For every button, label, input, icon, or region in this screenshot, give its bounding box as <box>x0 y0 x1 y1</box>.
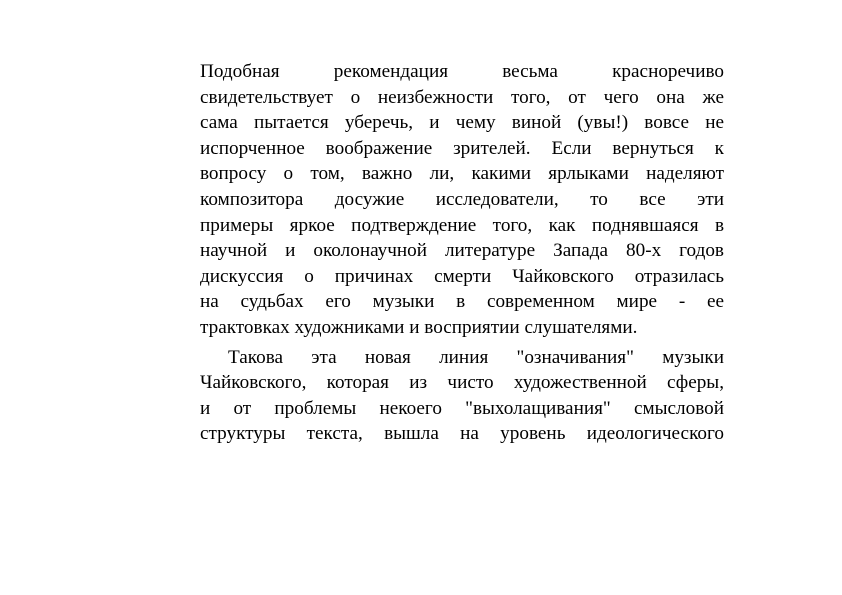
text-line: дискуссия о причинах смерти Чайковского отразилась <box>200 265 724 287</box>
text-line: испорченное воображение зрителей. Если вернуться к <box>200 137 724 159</box>
text-line: трактовках художниками и восприятии слушателями. <box>200 316 638 338</box>
text-line: свидетельствует о неизбежности того, от чего она же <box>200 86 724 108</box>
body-text <box>200 59 724 447</box>
text-line: сама пытается уберечь, и чему виной (увы!) вовсе не <box>200 112 724 134</box>
text-line: и от проблемы некоего "выхолащивания" смысловой <box>200 397 724 419</box>
text-line: на судьбах его музыки в современном мире - ее <box>200 291 724 313</box>
paragraph-1 <box>200 59 724 341</box>
text-line: Такова эта новая линия "означивания" музыки <box>228 346 724 368</box>
text-line: Подобная рекомендация весьма красноречиво <box>200 61 724 82</box>
text-line: структуры текста, вышла на уровень идеологического <box>200 423 724 445</box>
text-line: композитора досужие исследователи, то все эти <box>200 188 724 210</box>
text-line: Чайковского, которая из чисто художественной сферы, <box>200 372 724 394</box>
text-line: примеры яркое подтверждение того, как поднявшаяся в <box>200 214 724 236</box>
text-line: вопросу о том, важно ли, какими ярлыками наделяют <box>200 163 724 185</box>
paragraph-2 <box>200 345 724 447</box>
text-line: научной и околонаучной литературе Запада 80-х годов <box>200 240 724 262</box>
